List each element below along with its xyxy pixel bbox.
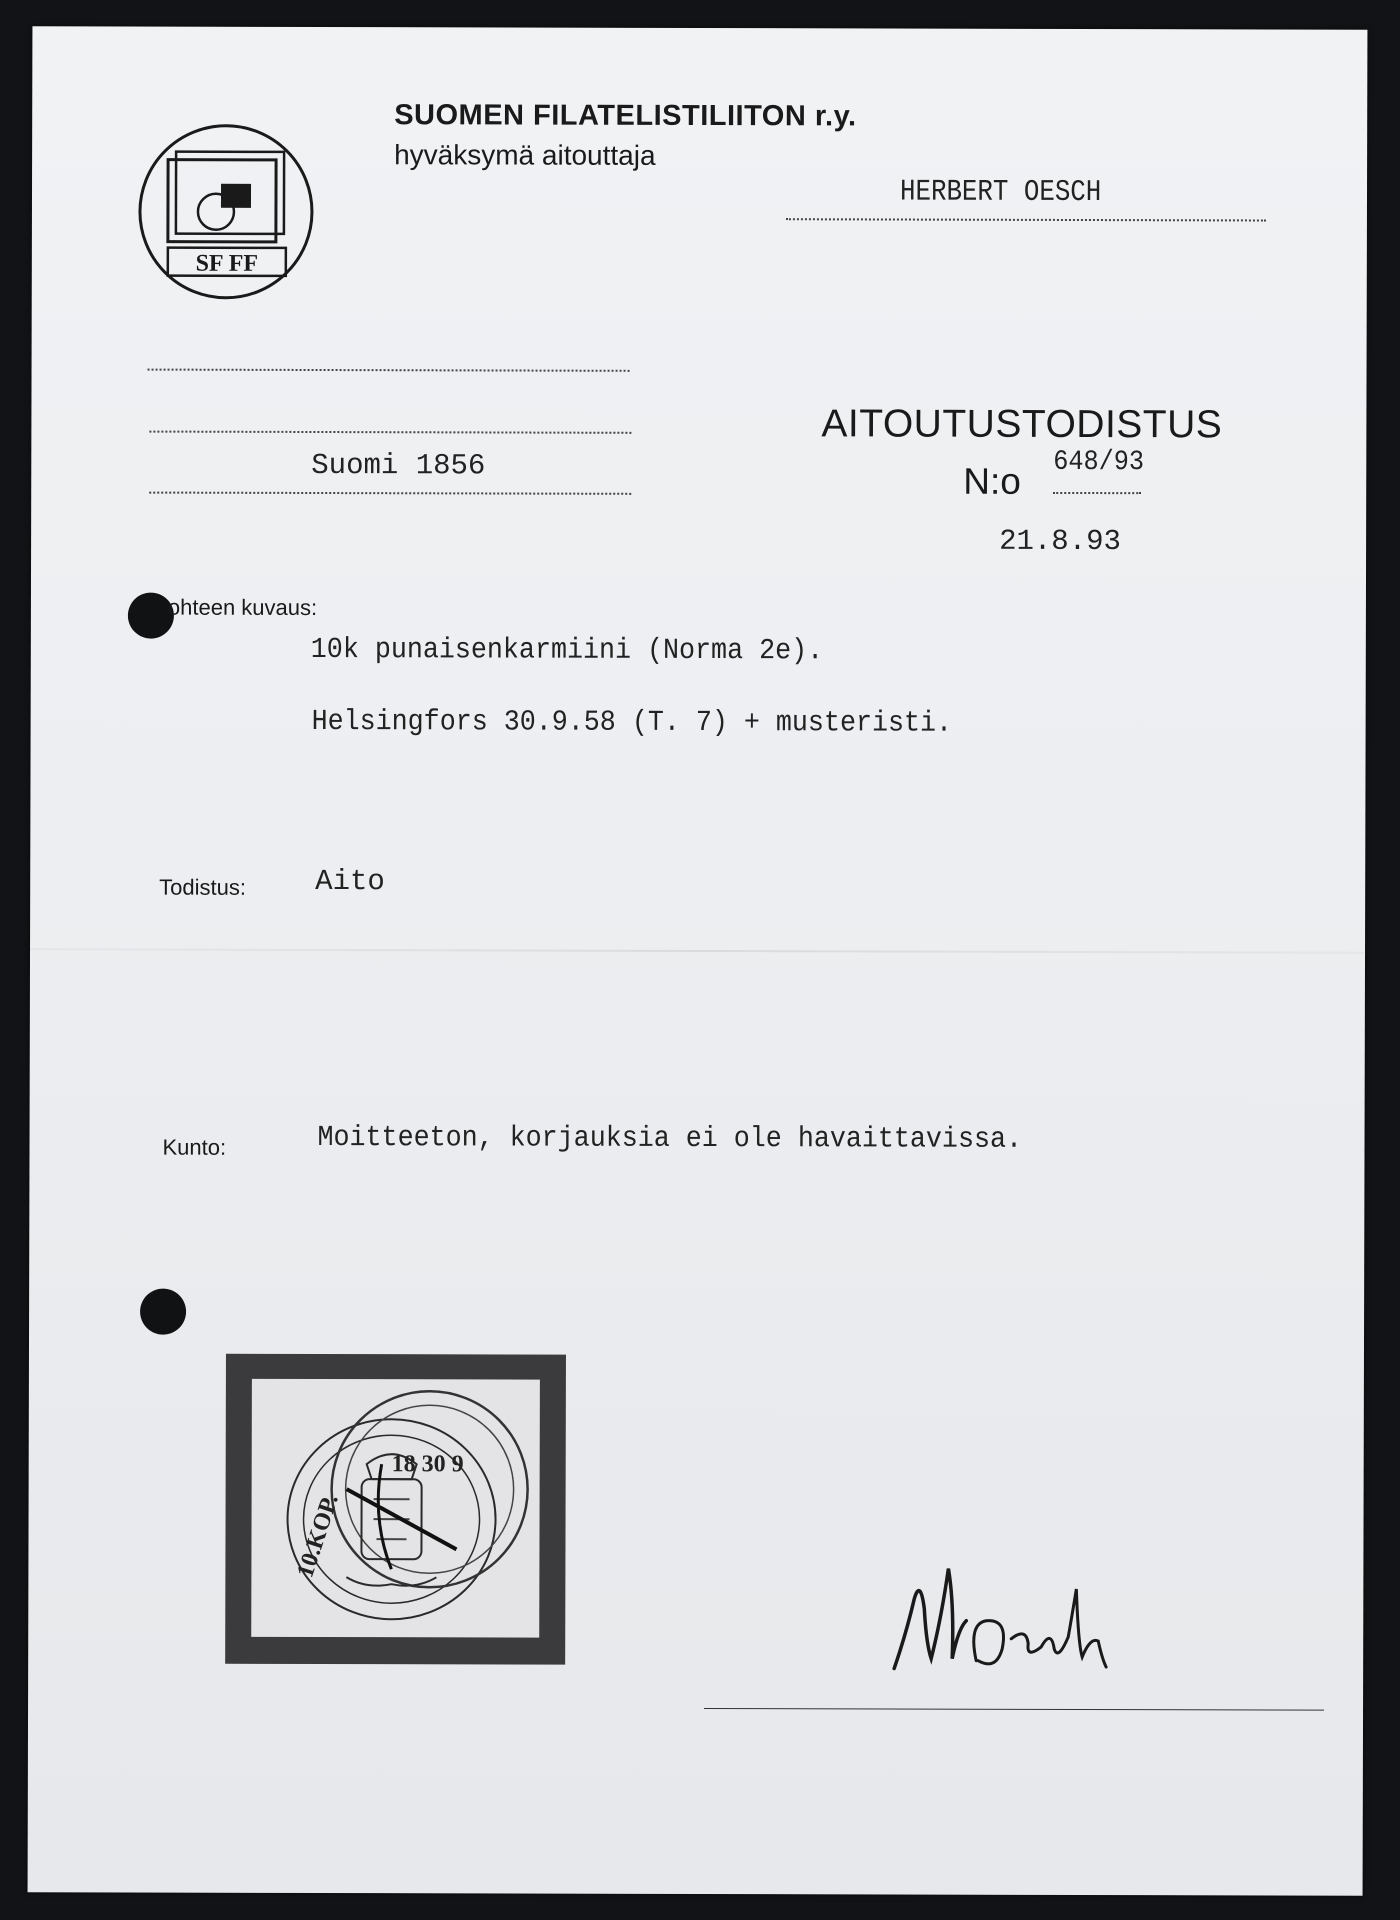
signature-icon — [886, 1548, 1146, 1689]
stamp-photo — [225, 1354, 566, 1665]
certificate-number-label: N:o — [963, 460, 1021, 502]
org-name: SUOMEN FILATELISTILIITON r.y. — [394, 99, 857, 133]
verdict-value: Aito — [315, 864, 385, 899]
description-line-1: 10k punaisenkarmiini (Norma 2e). — [310, 632, 824, 668]
paper-fold — [30, 948, 1365, 953]
certificate-date: 21.8.93 — [999, 524, 1121, 559]
svg-text:10.KOP.: 10.KOP. — [292, 1491, 344, 1581]
svg-text:18 30 9: 18 30 9 — [391, 1451, 464, 1478]
subject-line-1 — [148, 369, 630, 372]
svg-text:W Oesch: W Oesch — [886, 1548, 891, 1550]
expert-name: HERBERT OESCH — [899, 175, 1102, 211]
org-subtitle: hyväksymä aitouttaja — [394, 139, 656, 171]
sfff-logo-icon — [136, 122, 316, 302]
certificate-title: AITOUTUSTODISTUS — [821, 402, 1223, 447]
certificate-number-line — [1053, 492, 1141, 494]
verdict-label: Todistus: — [159, 874, 247, 900]
punch-hole-bottom — [140, 1289, 186, 1335]
condition-label: Kunto: — [162, 1134, 227, 1160]
condition-value: Moitteeton, korjauksia ei ole havaittavissa. — [317, 1121, 1023, 1156]
stamp-illustration-icon — [251, 1379, 540, 1638]
subject-line-3 — [149, 492, 631, 495]
subject-line-2 — [149, 431, 631, 434]
description-line-2: Helsingfors 30.9.58 (T. 7) + musteristi. — [311, 704, 953, 740]
certificate-paper — [28, 26, 1368, 1895]
certificate-number: 648/93 — [1053, 446, 1145, 479]
expert-name-line — [786, 218, 1266, 221]
signature-line — [704, 1708, 1324, 1711]
subject-text: Suomi 1856 — [311, 448, 486, 483]
description-label: ohteen kuvaus: — [167, 594, 318, 621]
svg-text:SF FF: SF FF — [195, 250, 259, 277]
stamp — [251, 1379, 540, 1638]
